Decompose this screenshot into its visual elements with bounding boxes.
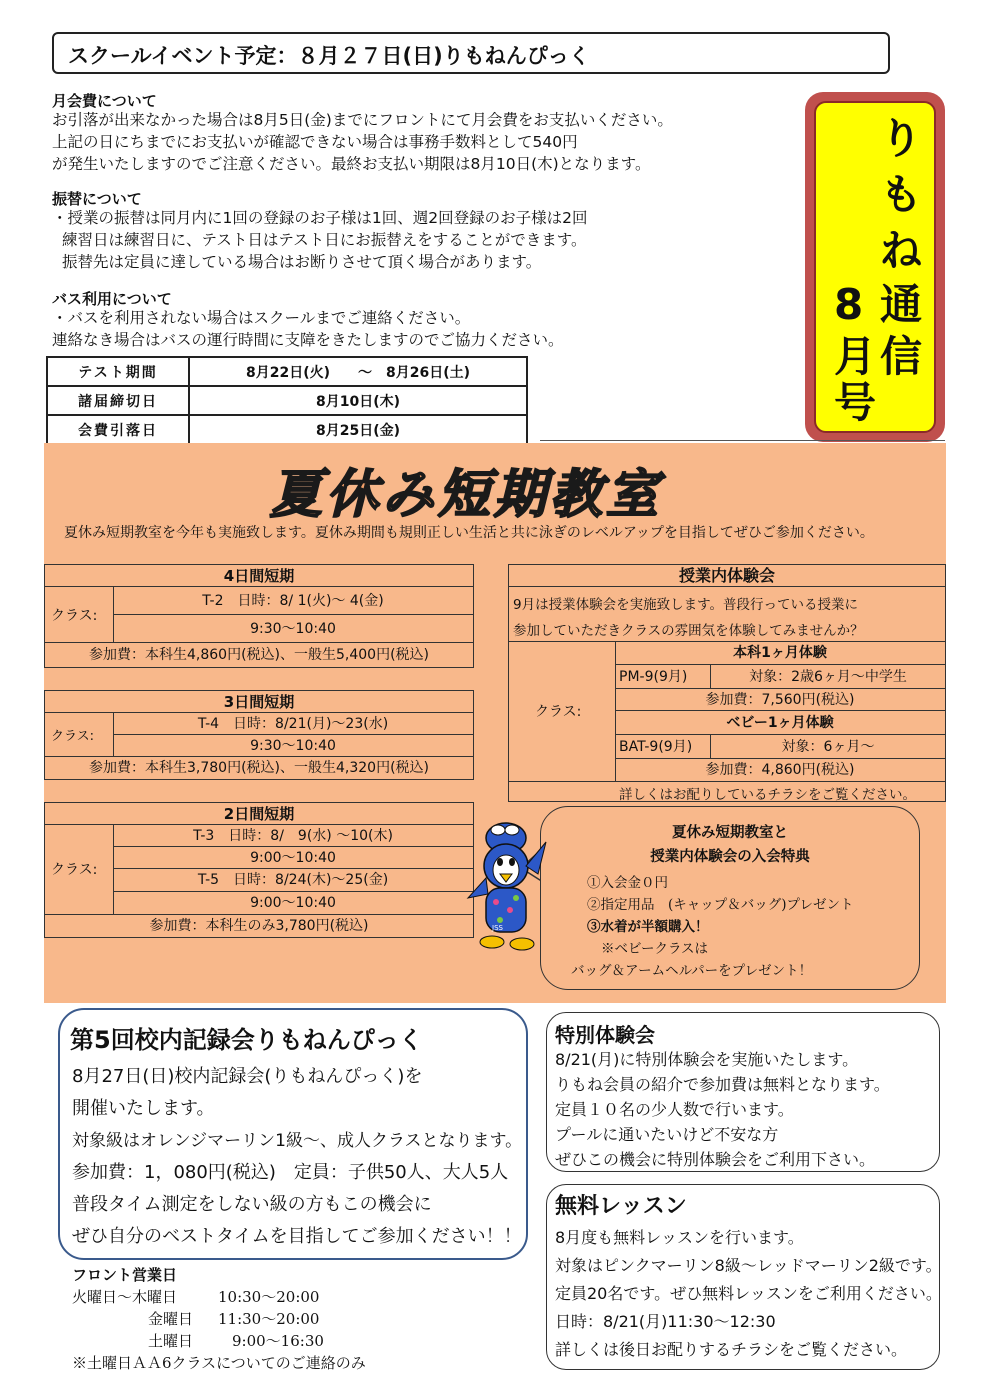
front-day: 火曜日～木曜日: [72, 1288, 178, 1306]
course-fee: 参加費：本科生3,780円(税込)、一般生4,320円(税込): [88, 760, 429, 776]
divider: [540, 440, 945, 441]
trial-line-1: 9月は授業体験会を実施致します。普段行っている授業に: [513, 597, 859, 613]
penguin-mascot-icon: [466, 818, 548, 960]
special-line-5: ぜひこの機会に特別体験会をご利用下さい。: [555, 1150, 876, 1169]
table-label: 会費引落日: [47, 415, 189, 444]
privilege-note-2: バッグ＆アームヘルパーをプレゼント！: [571, 963, 813, 979]
special-line-2: りもね会員の紹介で参加費は無料となります。: [555, 1075, 890, 1094]
trial-title: 授業内体験会: [509, 565, 945, 587]
course-title: 2日間短期: [45, 803, 473, 825]
badge-char: 通: [880, 280, 923, 329]
mascot-label: JSS: [492, 924, 503, 932]
free-lesson-line-1: 8月度も無料レッスンを行います。: [555, 1228, 804, 1247]
special-line-4: プールに通いたいけど不安な方: [555, 1125, 779, 1144]
course-time: 9:30～10:40: [250, 738, 336, 754]
table-value: 8月22日(火) ～ 8月26日(土): [189, 357, 527, 386]
privilege-note-1: ※ベビークラスは: [601, 941, 709, 957]
trial-box: [508, 564, 946, 802]
honka-title: 本科1ヶ月体験: [615, 641, 945, 665]
table-row: [47, 357, 527, 386]
course-schedule: T-3 日時：8/ 9(水) ～10(木): [113, 825, 473, 847]
table-label: 諸届締切日: [47, 386, 189, 415]
bus-line-1: ・バスを利用されない場合はスクールまでご連絡ください。: [52, 309, 471, 327]
bus-line-2: 連絡なき場合はバスの運行時間に支障をきたしますのでご協力ください。: [52, 331, 564, 349]
class-label: クラス:: [51, 862, 98, 878]
course-3day: [44, 690, 474, 780]
course-fee: 参加費：本科生のみ3,780円(税込): [149, 918, 369, 934]
free-lesson-line-3: 定員20名です。ぜひ無料レッスンをご利用ください。: [555, 1284, 942, 1303]
course-2day: [44, 802, 474, 938]
baby-target: 対象：6ヶ月～: [711, 735, 945, 759]
monthly-fee-line-3: が発生いたしますのでご注意ください。最終お支払い期限は8月10日(木)となります。: [52, 155, 651, 173]
trial-note: 詳しくはお配りしているチラシをご覧ください。: [619, 787, 916, 803]
privilege-title-2: 授業内体験会の入会特典: [650, 849, 810, 865]
special-title: 特別体験会: [555, 1023, 655, 1047]
front-title: フロント営業日: [72, 1266, 178, 1284]
baby-fee: 参加費：4,860円(税込): [705, 762, 855, 778]
schedule-table: [46, 356, 528, 445]
monthly-fee-line-2: 上記の日にちまでにお支払いが確認できない場合は事務手数料として540円: [52, 133, 578, 151]
course-class-row: [45, 587, 473, 643]
badge-char: ね: [880, 226, 923, 275]
front-time: 9:00～16:30: [232, 1332, 324, 1350]
honka-class: PM-9(9月): [615, 665, 711, 689]
meet-line-4: 参加費：1，080円(税込) 定員：子供50人、大人5人: [72, 1162, 509, 1183]
front-day: 金曜日: [148, 1310, 194, 1328]
table-row: [47, 415, 527, 444]
course-schedule: T-2 日時：8/ 1(火)～ 4(金): [113, 587, 473, 615]
badge-char: 8: [834, 280, 864, 329]
meet-title: 第5回校内記録会りもねんぴっく: [70, 1026, 423, 1054]
free-lesson-title: 無料レッスン: [555, 1194, 687, 1219]
newsletter-badge-inner: [814, 101, 936, 433]
summer-description: 夏休み短期教室を今年も実施致します。夏休み期間も規則正しい生活と共に泳ぎのレベルアップを目指してぜひご参加ください。: [64, 525, 874, 541]
meet-line-2: 開催いたします。: [72, 1098, 215, 1119]
transfer-line-1: ・授業の振替は同月内に1回の登録のお子様は1回、週2回登録のお子様は2回: [52, 209, 588, 227]
badge-char: も: [880, 170, 923, 219]
table-value: 8月25日(金): [189, 415, 527, 444]
special-line-3: 定員１０名の少人数で行います。: [555, 1100, 794, 1119]
course-time: 9:00～10:40: [113, 847, 473, 869]
course-time: 9:30～10:40: [250, 621, 336, 637]
course-title: 3日間短期: [45, 691, 473, 713]
trial-line-2: 参加していただきクラスの雰囲気を体験してみませんか？: [513, 623, 864, 639]
meet-line-6: ぜひ自分のベストタイムを目指してご参加ください！！: [72, 1226, 522, 1247]
monthly-fee-line-1: お引落が出来なかった場合は8月5日(金)までにフロントにて月会費をお支払いください。: [52, 111, 673, 129]
badge-char: 号: [834, 378, 877, 427]
course-schedule: T-4 日時：8/21(月)～23(水): [113, 713, 473, 735]
table-label: テスト期間: [47, 357, 189, 386]
free-lesson-line-2: 対象はピンクマーリン8級～レッドマーリン2級です。: [555, 1256, 942, 1275]
event-banner: スクールイベント予定：８月２７日(日)りもねんぴっく: [52, 32, 890, 74]
table-value: 8月10日(木): [189, 386, 527, 415]
class-label: クラス:: [51, 608, 98, 624]
honka-target: 対象：2歳6ヶ月～中学生: [711, 665, 945, 689]
special-line-1: 8/21(月)に特別体験会を実施いたします。: [555, 1050, 859, 1069]
bus-heading: バス利用について: [52, 290, 172, 308]
front-day: 土曜日: [148, 1332, 194, 1350]
class-label: クラス:: [535, 704, 582, 720]
transfer-line-2: 練習日は練習日に、テスト日はテスト日にお振替えをすることができます。: [62, 231, 587, 249]
class-label: クラス:: [51, 729, 94, 744]
divider: [509, 781, 945, 782]
special-trial-box: [546, 1012, 940, 1172]
free-lesson-line-4: 日時：8/21(月)11:30～12:30: [555, 1312, 776, 1331]
front-time: 10:30～20:00: [218, 1288, 320, 1306]
free-lesson-line-5: 詳しくは後日お配りするチラシをご覧ください。: [555, 1340, 908, 1359]
privilege-bubble: [540, 806, 920, 990]
front-time: 11:30～20:00: [218, 1310, 320, 1328]
meet-line-1: 8月27日(日)校内記録会(りもねんぴっく)を: [72, 1066, 423, 1087]
front-note: ※土曜日ＡＡ6クラスについてのご連絡のみ: [72, 1354, 366, 1372]
meet-line-5: 普段タイム測定をしない級の方もこの機会に: [72, 1194, 432, 1215]
summer-title: 夏休み短期教室: [270, 465, 663, 525]
privilege-title-1: 夏休み短期教室と: [672, 825, 788, 841]
free-lesson-box: [546, 1184, 940, 1370]
badge-char: 月: [834, 332, 877, 381]
badge-char: り: [880, 114, 923, 163]
course-title: 4日間短期: [45, 565, 473, 587]
badge-char: 信: [880, 332, 923, 381]
course-time: 9:00～10:40: [250, 895, 336, 911]
monthly-fee-heading: 月会費について: [52, 92, 157, 110]
table-row: [47, 386, 527, 415]
transfer-line-3: 振替先は定員に達している場合はお断りさせて頂く場合があります。: [62, 253, 542, 271]
privilege-item-1: ①入会金０円: [587, 875, 668, 891]
transfer-heading: 振替について: [52, 190, 142, 208]
baby-class: BAT-9(9月): [615, 735, 711, 759]
meet-line-3: 対象級はオレンジマーリン1級～、成人クラスとなります。: [72, 1131, 523, 1151]
baby-title: ベビー1ヶ月体験: [615, 711, 945, 735]
course-fee: 参加費：本科生4,860円(税込)、一般生5,400円(税込): [88, 647, 429, 663]
course-class-row: [45, 713, 473, 757]
course-schedule: T-5 日時：8/24(木)～25(金): [113, 869, 473, 892]
privilege-item-3: ③水着が半額購入！: [587, 919, 709, 935]
course-4day: [44, 564, 474, 668]
honka-fee: 参加費：7,560円(税込): [615, 689, 945, 711]
record-meet-box: [58, 1008, 528, 1260]
course-class-row: [45, 825, 473, 915]
privilege-item-2: ②指定用品 (キャップ＆バッグ)プレゼント: [587, 897, 854, 913]
